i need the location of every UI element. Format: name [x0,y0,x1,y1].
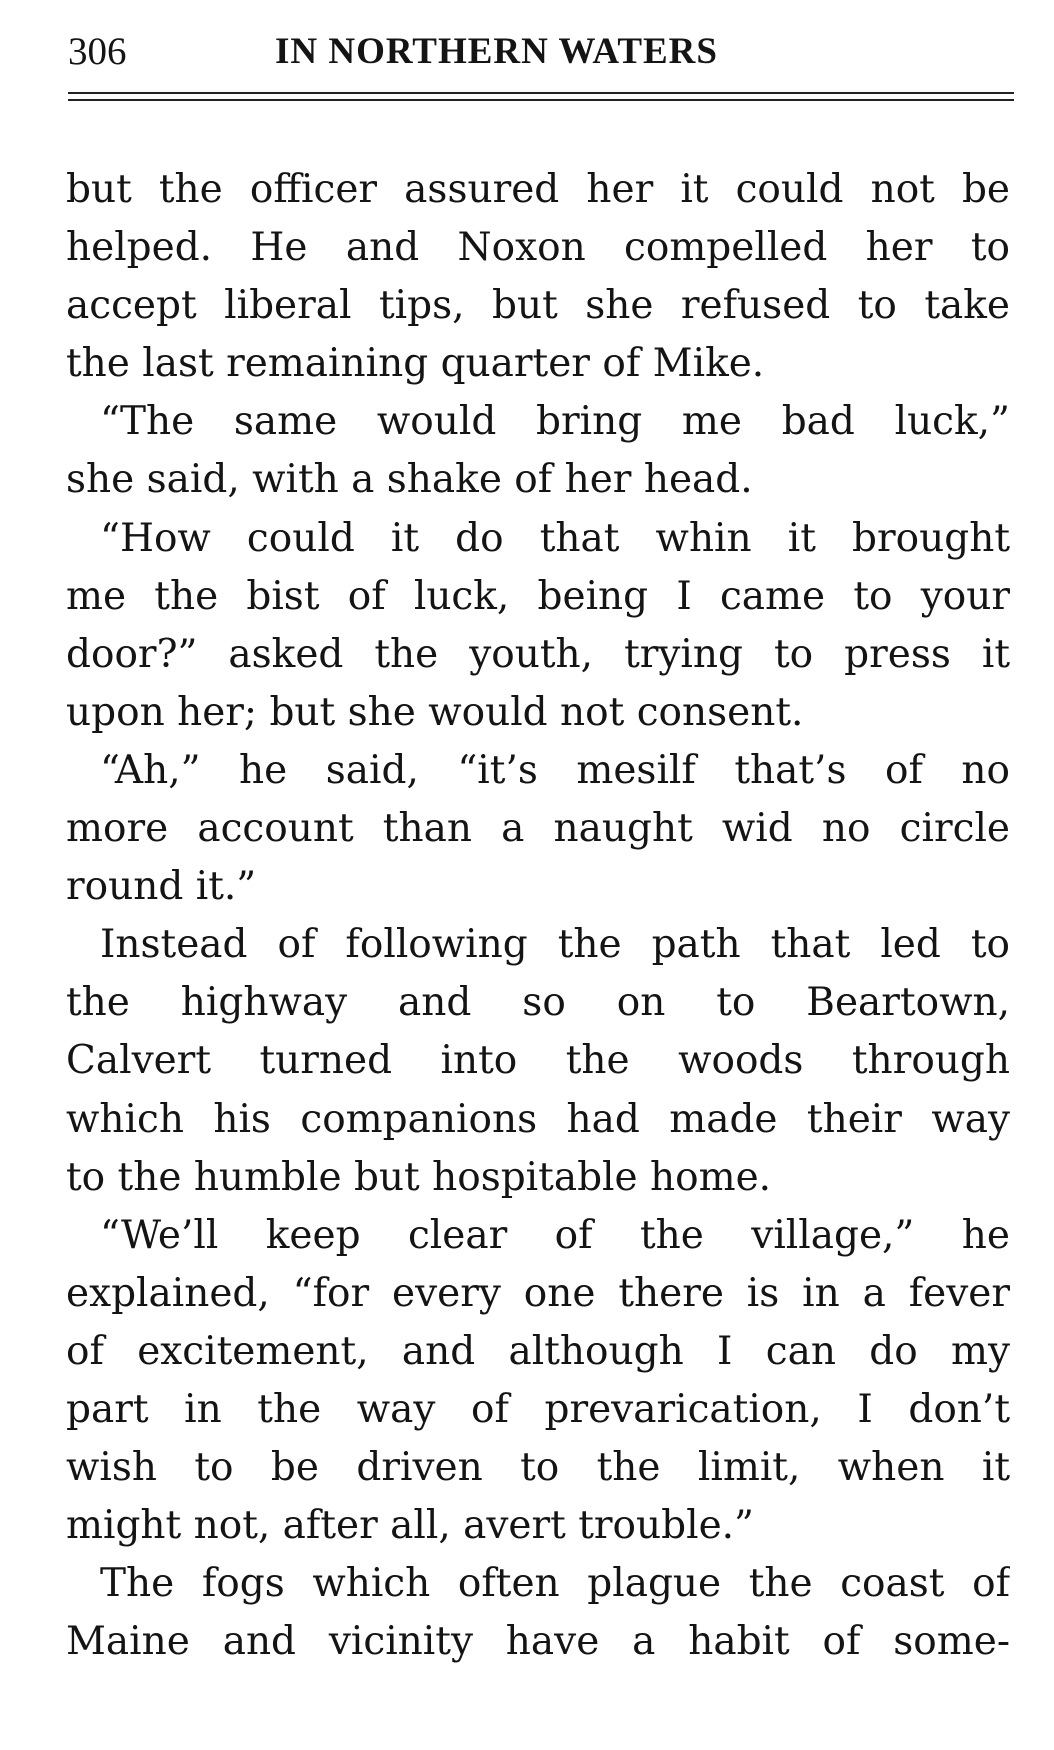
header-rule-top [68,92,1014,94]
body-text [66,161,1010,1671]
text-line: “Ah,” he said, “it’s mesilf that’s of no [100,747,1010,793]
text-line: part in the way of prevarication, I don’t [66,1386,1010,1432]
text-line: explained, “for every one there is in a fever [66,1270,1010,1316]
text-line: upon her; but she would not consent. [66,689,804,735]
header-rule-bottom [68,99,1014,101]
text-line: which his companions had made their way [66,1096,1010,1142]
text-line: Calvert turned into the woods through [66,1038,1010,1084]
text-line: to the humble but hospitable home. [66,1154,772,1200]
text-line: accept liberal tips, but she refused to take [66,283,1010,329]
text-line: The fogs which often plague the coast of [100,1561,1010,1607]
text-line: the last remaining quarter of Mike. [66,341,765,387]
text-line: wish to be driven to the limit, when it [66,1445,1010,1491]
text-line: might not, after all, avert trouble.” [66,1503,754,1549]
text-line: she said, with a shake of her head. [66,457,753,503]
text-line: more account than a naught wid no circle [66,806,1010,852]
text-line: me the bist of luck, being I came to your [66,573,1010,619]
page-number: 306 [68,30,127,73]
text-line: door?” asked the youth, trying to press it [66,631,1010,677]
text-line: “How could it do that whin it brought [100,515,1010,561]
text-line: the highway and so on to Beartown, [66,980,1010,1026]
page-header [68,30,1014,82]
text-line: of excitement, and although I can do my [66,1328,1010,1374]
text-line: but the officer assured her it could not be [66,167,1010,212]
text-line: round it.” [66,864,257,910]
text-line: Instead of following the path that led to [100,922,1010,968]
running-title: IN NORTHERN WATERS [275,31,718,72]
text-line: Maine and vicinity have a habit of some- [66,1619,1010,1665]
text-line: “The same would bring me bad luck,” [100,399,1010,445]
text-line: “We’ll keep clear of the village,” he [100,1212,1010,1258]
text-line: helped. He and Noxon compelled her to [66,225,1010,271]
